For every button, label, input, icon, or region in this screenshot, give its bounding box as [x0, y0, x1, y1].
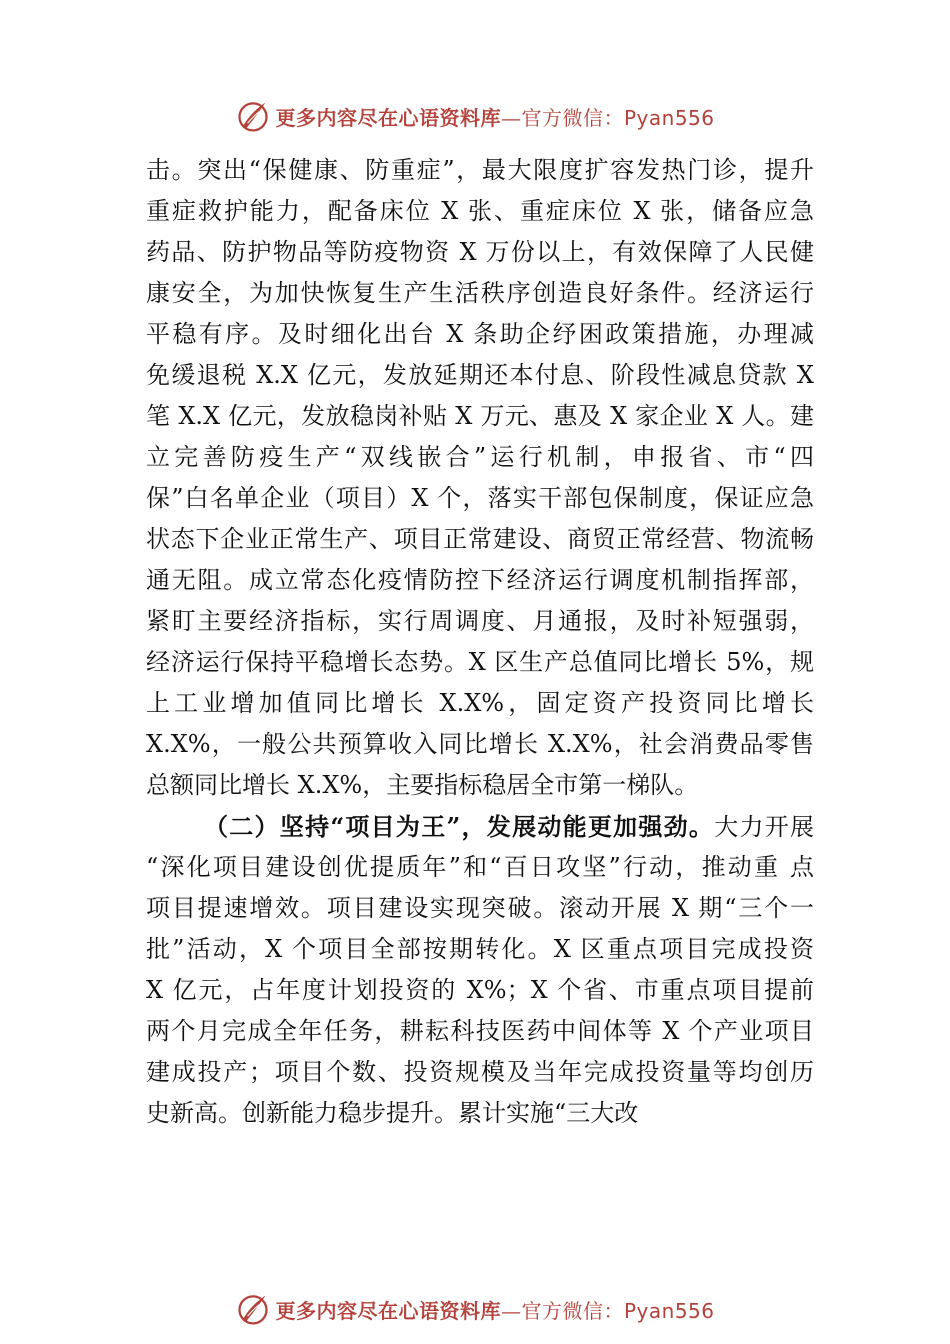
text-line: 经济运行保持平稳增长态势。X 区生产总值同比增长 5%，规	[146, 648, 814, 676]
text-line: 状态下企业正常生产、项目正常建设、商贸正常经营、物流畅	[146, 525, 814, 553]
quill-logo-icon	[235, 1291, 271, 1327]
watermark-handle: Pyan556	[623, 1298, 715, 1323]
watermark-text	[275, 102, 714, 131]
watermark-rest: —官方微信：	[500, 105, 624, 130]
watermark-handle: Pyan556	[623, 105, 715, 130]
text-line: 总额同比增长 X.X%，主要指标稳居全市第一梯队。	[146, 771, 699, 799]
text-line: 康安全，为加快恢复生产生活秩序创造良好条件。经济运行	[146, 279, 814, 307]
quill-logo-icon	[235, 98, 271, 134]
text-line: X.X%，一般公共预算收入同比增长 X.X%，社会消费品零售	[146, 730, 814, 758]
text-line: 史新高。创新能力稳步提升。累计实施“三大改	[146, 1099, 639, 1127]
text-line: 通无阻。成立常态化疫情防控下经济运行调度机制指挥部，	[146, 566, 814, 594]
text-line: 击。突出“保健康、防重症”，最大限度扩容发热门诊，提升	[146, 156, 814, 184]
text-line: 两个月完成全年任务，耕耘科技医药中间体等 X 个产业项目	[146, 1017, 814, 1045]
header-watermark	[0, 94, 950, 138]
footer-watermark	[0, 1287, 950, 1331]
text-line: “深化项目建设创优提质年”和“百日攻坚”行动，推动重 点	[146, 853, 814, 881]
text-line: 保”白名单企业（项目）X 个，落实干部包保制度，保证应急	[146, 484, 814, 512]
section-heading: （二）坚持“项目为王”，发展动能更加强劲。	[204, 812, 715, 841]
text-line: 免缓退税 X.X 亿元，发放延期还本付息、阶段性减息贷款 X	[146, 361, 814, 389]
text-line: 立完善防疫生产“双线嵌合”运行机制，申报省、市“四	[146, 443, 814, 471]
text-line: 药品、防护物品等防疫物资 X 万份以上，有效保障了人民健	[146, 238, 814, 266]
section-heading-rest: 大力开展	[714, 813, 814, 841]
text-line: 建成投产；项目个数、投资规模及当年完成投资量等均创历	[146, 1058, 814, 1086]
text-line: 平稳有序。及时细化出台 X 条助企纾困政策措施，办理减	[146, 320, 814, 348]
watermark-rest: —官方微信：	[500, 1298, 624, 1323]
text-line: 重症救护能力，配备床位 X 张、重症床位 X 张，储备应急	[146, 197, 814, 225]
text-line: 项目提速增效。项目建设实现突破。滚动开展 X 期“三个一	[146, 894, 814, 922]
watermark-main: 更多内容尽在心语资料库	[275, 105, 501, 130]
watermark-text	[275, 1295, 714, 1324]
section-heading-line	[146, 806, 814, 847]
text-line: 笔 X.X 亿元，发放稳岗补贴 X 万元、惠及 X 家企业 X 人。建	[146, 402, 814, 430]
text-line: 批”活动，X 个项目全部按期转化。X 区重点项目完成投资	[146, 935, 814, 963]
text-line: 上工业增加值同比增长 X.X%，固定资产投资同比增长	[146, 689, 814, 717]
text-line: 紧盯主要经济指标，实行周调度、月通报，及时补短强弱，	[146, 607, 814, 635]
watermark-main: 更多内容尽在心语资料库	[275, 1298, 501, 1323]
document-body	[146, 150, 814, 1134]
text-line: X 亿元，占年度计划投资的 X%；X 个省、市重点项目提前	[146, 976, 814, 1004]
